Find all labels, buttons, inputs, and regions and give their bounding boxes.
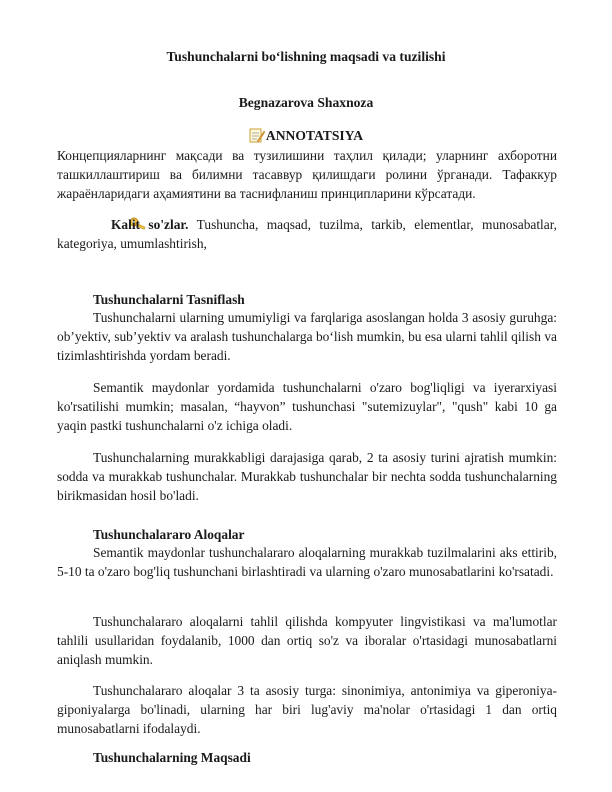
section-paragraph: Semantik maydonlar tushunchalararo aloqalarning murakkab tuzilmalarini aks ettirib, 5-10 ta o'zaro bog'liq tushunchani birlashtiradi va ularning o'zaro munosabatlarini ko'rsatadi. <box>57 545 557 579</box>
document-title: Tushunchalarni bo‘lishning maqsadi va tuzilishi <box>166 49 446 64</box>
author-name: Begnazarova Shaxnoza <box>238 95 374 110</box>
annotation-heading <box>0 128 612 144</box>
memo-icon <box>249 128 265 143</box>
section-paragraph: Tushunchalararo aloqalarni tahlil qilishda kompyuter lingvistikasi va ma'lumotlar tahlili usullaridan foydalanib, 1000 dan ortiq so'z va iboralar o'rtasidagi munosabatlarni aniqlash mumkin. <box>57 614 557 667</box>
annotation-text: Концепцияларнинг мақсади ва тузилишини таҳлил қилади; уларнинг ахборотни ташкиллаштириш ва билимни тасаввур қилишдаги ролини ўрганади. Тафаккур жараёнларидаги аҳамиятини ва таснифланиш принципларини кўрсатади. <box>57 148 557 201</box>
keywords-label: Kalit so'zlar. <box>111 217 189 232</box>
key-icon <box>93 217 111 231</box>
annotation-label: ANNOTATSIYA <box>265 128 364 143</box>
keywords-text: Tushuncha, maqsad, tuzilma, tarkib, elementlar, munosabatlar, kategoriya, umumlashtirish, <box>57 217 557 251</box>
section-paragraph: Tushunchalarni ularning umumiyligi va farqlariga asoslangan holda 3 asosiy guruhga: ob’yektiv, sub’yektiv va aralash tushunchalarga bo‘lish mumkin, bu esa ularni tahlil qilish va tizimlashtirishda yordam beradi. <box>57 310 557 363</box>
keywords-paragraph <box>57 215 557 253</box>
section-paragraph: Semantik maydonlar yordamida tushunchalarni o'zaro bog'liqligi va iyerarxiyasi ko'rsatilishi mumkin; masalan, “hayvon” tushunchasi "sutemizuylar", "qush" kabi 10 ga yaqin pastki tushunchalarni o'z ichiga oladi. <box>57 380 557 433</box>
section-paragraph: Tushunchalarning murakkabligi darajasiga qarab, 2 ta asosiy turini ajratish mumkin: sodda va murakkab tushunchalar. Murakkab tushunchalar bir nechta sodda tushunchalarning birikmasidan hosil bo'ladi. <box>57 450 557 503</box>
section-paragraph: Tushunchalararo aloqalar 3 ta asosiy turga: sinonimiya, antonimiya va giperoniya-giponiyalarga bo'linadi, ularning har biri lug'aviy ma'nolar o'rtasidagi 1 dan ortiq munosabatlarni ifodalaydi. <box>57 683 557 736</box>
section-heading: Tushunchalarni Tasniflash <box>93 292 245 307</box>
section-heading: Tushunchalararo Aloqalar <box>93 527 245 542</box>
section-heading: Tushunchalarning Maqsadi <box>93 750 251 765</box>
